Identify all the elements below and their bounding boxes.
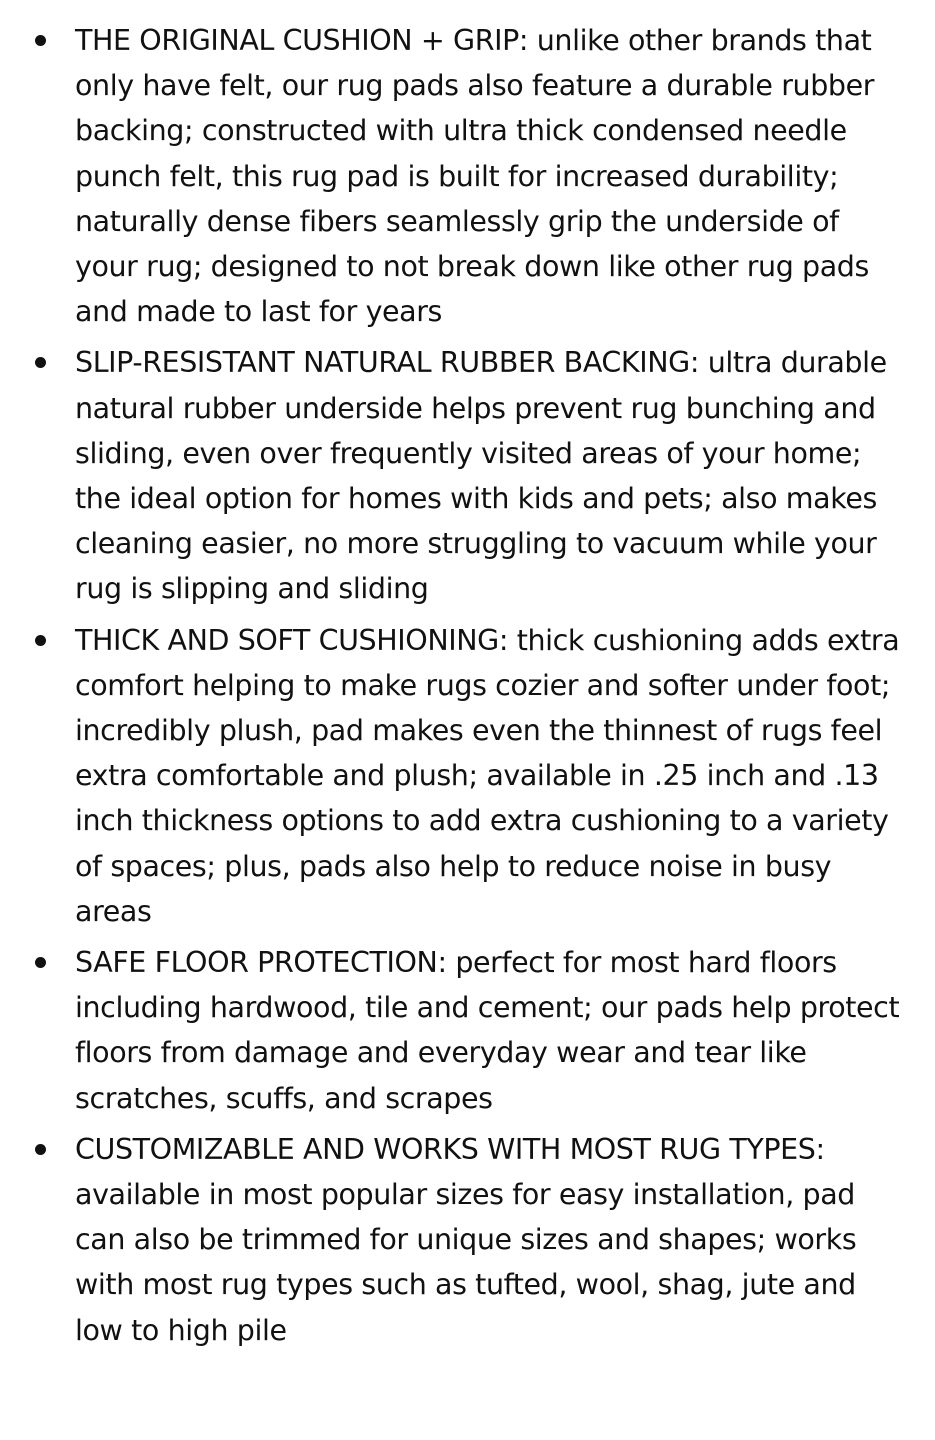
bullet-dot-icon bbox=[35, 957, 46, 968]
feature-bullet-text: THICK AND SOFT CUSHIONING: thick cushioning adds extra comfort helping to make rugs cozier and softer under foot; incredibly plush, pad makes even the thinnest of rugs feel extra comfortable and plush; available in .25 inch and .13 inch thickness options to add extra cushioning to a variety of spaces; plus, pads also help to reduce noise in busy areas bbox=[75, 623, 900, 928]
feature-bullet-text: CUSTOMIZABLE AND WORKS WITH MOST RUG TYPES: available in most popular sizes for easy installation, pad can also be trimmed for unique sizes and shapes; works with most rug types such as tufted, wool, shag, jute and low to high pile bbox=[75, 1132, 857, 1347]
feature-bullet-item bbox=[0, 18, 935, 334]
bullet-dot-icon bbox=[35, 1144, 46, 1155]
feature-bullet-item bbox=[0, 340, 935, 611]
bullet-dot-icon bbox=[35, 35, 46, 46]
feature-bullet-text: THE ORIGINAL CUSHION + GRIP: unlike other brands that only have felt, our rug pads also feature a durable rubber backing; constructed with ultra thick condensed needle punch felt, this rug pad is built for increased durability; naturally dense fibers seamlessly grip the underside of your rug; designed to not break down like other rug pads and made to last for years bbox=[75, 24, 875, 329]
bullet-dot-icon bbox=[35, 357, 46, 368]
feature-bullet-item bbox=[0, 940, 935, 1121]
bullet-dot-icon bbox=[35, 635, 46, 646]
feature-bullet-text: SAFE FLOOR PROTECTION: perfect for most hard floors including hardwood, tile and cement; our pads help protect floors from damage and everyday wear and tear like scratches, scuffs, and scrapes bbox=[75, 946, 900, 1115]
feature-bullet-item bbox=[0, 1127, 935, 1353]
feature-bullet-item bbox=[0, 618, 935, 934]
feature-bullet-text: SLIP-RESISTANT NATURAL RUBBER BACKING: ultra durable natural rubber underside helps prevent rug bunching and sliding, even over frequently visited areas of your home; the ideal option for homes with kids and pets; also makes cleaning easier, no more struggling to vacuum while your rug is slipping and sliding bbox=[75, 346, 887, 606]
